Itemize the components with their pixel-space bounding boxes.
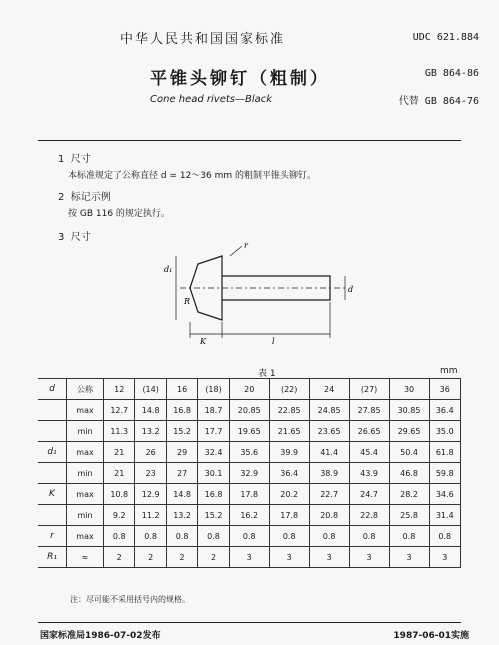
rivet-diagram	[160, 238, 360, 348]
table-row	[38, 421, 461, 442]
page-title: 平锥头铆钉（粗制）	[150, 69, 330, 89]
row-symbol: d₁	[38, 442, 67, 463]
row-symbol: d	[38, 379, 67, 400]
table-cell: 21	[104, 442, 135, 463]
table-cell: 20.8	[309, 505, 349, 526]
table-cell: 34.6	[429, 484, 460, 505]
table-cell: 3	[389, 547, 429, 568]
gb-number: GB 864-86	[424, 68, 479, 79]
table-cell: 59.8	[429, 463, 460, 484]
row-label: max	[67, 400, 104, 421]
table-cell: 3	[429, 547, 460, 568]
section-3-heading: 3 尺寸	[58, 232, 91, 243]
dimensions-table	[38, 378, 461, 568]
table-cell: 61.8	[429, 442, 460, 463]
table-cell: 2	[166, 547, 197, 568]
table-cell: 2	[104, 547, 135, 568]
table-cell: 13.2	[166, 505, 197, 526]
table-cell: 18.7	[198, 400, 229, 421]
table-cell: 2	[198, 547, 229, 568]
label-d1: d₁	[164, 265, 173, 274]
table-cell: 0.8	[135, 526, 166, 547]
table-cell: 14.8	[135, 400, 166, 421]
table-cell: 9.2	[104, 505, 135, 526]
table-cell: 3	[269, 547, 309, 568]
table-cell: 30.85	[389, 400, 429, 421]
table-cell: 0.8	[429, 526, 460, 547]
table-cell: 24	[309, 379, 349, 400]
table-cell: 15.2	[166, 421, 197, 442]
table-unit: mm	[440, 366, 458, 376]
replaces-number: 代替 GB 864-76	[398, 96, 479, 107]
row-symbol: r	[38, 526, 67, 547]
table-cell: 23	[135, 463, 166, 484]
table-cell: 12	[104, 379, 135, 400]
row-symbol	[38, 463, 67, 484]
table-cell: 25.8	[389, 505, 429, 526]
table-cell: 21.65	[269, 421, 309, 442]
footer-divider	[38, 622, 461, 623]
table-cell: 32.4	[198, 442, 229, 463]
table-cell: 16.8	[198, 484, 229, 505]
table-cell: 21	[104, 463, 135, 484]
row-symbol	[38, 400, 67, 421]
table-row	[38, 463, 461, 484]
table-cell: 16.8	[166, 400, 197, 421]
table-cell: 0.8	[198, 526, 229, 547]
row-label: max	[67, 526, 104, 547]
row-label: max	[67, 442, 104, 463]
row-symbol	[38, 421, 67, 442]
table-cell: 10.8	[104, 484, 135, 505]
table-cell: 27	[166, 463, 197, 484]
table-cell: 19.65	[229, 421, 269, 442]
table-cell: 38.9	[309, 463, 349, 484]
table-cell: 39.9	[269, 442, 309, 463]
standard-org-title: 中华人民共和国国家标准	[120, 32, 286, 47]
table-caption: 表 1	[258, 369, 276, 379]
table-cell: 20.85	[229, 400, 269, 421]
table-cell: 29.65	[389, 421, 429, 442]
table-cell: 0.8	[349, 526, 389, 547]
section-2-heading: 2 标记示例	[58, 192, 111, 203]
row-symbol: R₁	[38, 547, 67, 568]
row-label: min	[67, 421, 104, 442]
section-1-body: 本标准规定了公称直径 d = 12～36 mm 的粗制平锥头铆钉。	[68, 171, 316, 181]
table-cell: 22.85	[269, 400, 309, 421]
table-cell: 29	[166, 442, 197, 463]
table-cell: 24.85	[309, 400, 349, 421]
table-cell: 13.2	[135, 421, 166, 442]
table-cell: (14)	[135, 379, 166, 400]
table-cell: 15.2	[198, 505, 229, 526]
label-k: K	[200, 337, 206, 346]
table-cell: 12.9	[135, 484, 166, 505]
table-cell: 36.4	[429, 400, 460, 421]
page-subtitle-en: Cone head rivets—Black	[150, 94, 273, 105]
table-cell: 28.2	[389, 484, 429, 505]
table-cell: 3	[309, 547, 349, 568]
table-cell: 17.7	[198, 421, 229, 442]
table-cell: 41.4	[309, 442, 349, 463]
table-cell: 35.6	[229, 442, 269, 463]
table-cell: 35.0	[429, 421, 460, 442]
issue-date: 国家标准局1986-07-02发布	[40, 631, 161, 641]
table-cell: 16	[166, 379, 197, 400]
table-cell: 16.2	[229, 505, 269, 526]
table-row	[38, 379, 461, 400]
table-cell: 30.1	[198, 463, 229, 484]
table-cell: 0.8	[166, 526, 197, 547]
table-cell: 43.9	[349, 463, 389, 484]
table-row	[38, 400, 461, 421]
table-cell: 46.8	[389, 463, 429, 484]
table-cell: 2	[135, 547, 166, 568]
table-cell: 3	[229, 547, 269, 568]
effective-date: 1987-06-01实施	[393, 631, 469, 641]
table-cell: 36	[429, 379, 460, 400]
table-cell: (18)	[198, 379, 229, 400]
row-label: min	[67, 505, 104, 526]
table-cell: 17.8	[229, 484, 269, 505]
table-cell: 0.8	[389, 526, 429, 547]
udc-number: UDC 621.884	[412, 32, 479, 43]
table-cell: 0.8	[104, 526, 135, 547]
table-cell: 27.85	[349, 400, 389, 421]
table-cell: 32.9	[229, 463, 269, 484]
table-note: 注：尽可能不采用括号内的规格。	[70, 595, 190, 604]
table-row	[38, 484, 461, 505]
table-cell: 22.7	[309, 484, 349, 505]
table-cell: 26.65	[349, 421, 389, 442]
table-cell: 11.3	[104, 421, 135, 442]
table-cell: 30	[389, 379, 429, 400]
section-2-body: 按 GB 116 的规定执行。	[68, 209, 170, 219]
row-symbol: K	[38, 484, 67, 505]
table-cell: 0.8	[269, 526, 309, 547]
table-cell: 17.8	[269, 505, 309, 526]
table-cell: 50.4	[389, 442, 429, 463]
section-1-heading: 1 尺寸	[58, 154, 91, 165]
table-cell: 36.4	[269, 463, 309, 484]
label-R: R	[184, 297, 191, 306]
table-cell: 26	[135, 442, 166, 463]
table-cell: 0.8	[309, 526, 349, 547]
table-cell: 12.7	[104, 400, 135, 421]
table-cell: 23.65	[309, 421, 349, 442]
row-symbol	[38, 505, 67, 526]
table-cell: 0.8	[229, 526, 269, 547]
table-cell: 45.4	[349, 442, 389, 463]
row-label: ≈	[67, 547, 104, 568]
header-divider	[38, 140, 461, 141]
table-cell: 20	[229, 379, 269, 400]
row-label: min	[67, 463, 104, 484]
table-cell: 20.2	[269, 484, 309, 505]
table-cell: 14.8	[166, 484, 197, 505]
table-cell: 3	[349, 547, 389, 568]
table-row	[38, 442, 461, 463]
label-l: l	[272, 337, 275, 346]
table-cell: 22.8	[349, 505, 389, 526]
label-d: d	[348, 285, 354, 294]
label-r: r	[244, 241, 248, 250]
table-cell: 11.2	[135, 505, 166, 526]
row-label: 公称	[67, 379, 104, 400]
table-cell: 24.7	[349, 484, 389, 505]
table-cell: (27)	[349, 379, 389, 400]
row-label: max	[67, 484, 104, 505]
table-cell: (22)	[269, 379, 309, 400]
table-row	[38, 505, 461, 526]
table-row	[38, 547, 461, 568]
table-cell: 31.4	[429, 505, 460, 526]
table-row	[38, 526, 461, 547]
